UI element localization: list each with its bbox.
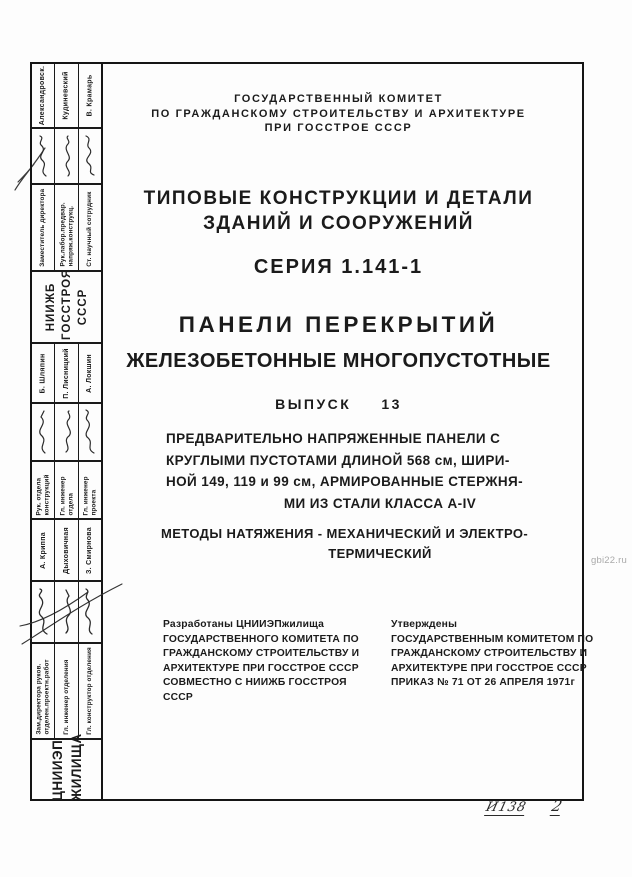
series-number: СЕРИЯ 1.141-1 xyxy=(253,256,424,278)
name-cell xyxy=(79,64,101,127)
main-content xyxy=(103,64,594,799)
approved-line: Утверждены xyxy=(391,619,458,630)
developed-line: Разработаны ЦНИИЭПжилища xyxy=(163,619,325,630)
description-line: КРУГЛЫМИ ПУСТОТАМИ ДЛИНОЙ 568 см, ШИРИ- xyxy=(166,452,510,468)
stamp-organization-niizb xyxy=(32,268,101,344)
header-line: ПРИ ГОССТРОЕ СССР xyxy=(264,122,413,134)
signature-cell xyxy=(79,129,101,183)
signer-name: Кудиневский xyxy=(62,71,70,120)
header-line: ПО ГРАЖДАНСКОМУ СТРОИТЕЛЬСТВУ И АРХИТЕКТУРЕ xyxy=(151,107,526,120)
signature-cell xyxy=(79,582,101,642)
approved-line: АРХИТЕКТУРЕ ПРИ ГОССТРОЕ СССР xyxy=(391,662,587,674)
job-title-cell xyxy=(79,462,101,518)
signature-cell xyxy=(79,404,101,460)
document-title-line-2: ЖЕЛЕЗОБЕТОННЫЕ МНОГОПУСТОТНЫЕ xyxy=(126,350,551,372)
signature-cell xyxy=(32,129,55,183)
name-cell xyxy=(55,64,78,127)
signature-cell xyxy=(55,582,78,642)
approved-line: ГРАЖДАНСКОМУ СТРОИТЕЛЬСТВУ И xyxy=(391,648,588,660)
job-title-cell xyxy=(32,462,55,518)
stamp-titles-row-3 xyxy=(32,644,101,740)
job-title: Гл. инженер отдела xyxy=(58,476,74,516)
description-paragraph-2 xyxy=(161,524,599,564)
organization-cell xyxy=(32,268,101,342)
header-line: ГОСУДАРСТВЕННЫЙ КОМИТЕТ xyxy=(234,93,443,105)
developed-line: АРХИТЕКТУРЕ ПРИ ГОССТРОЕ СССР xyxy=(163,662,359,674)
signature-scribble xyxy=(82,588,98,636)
job-title-cell xyxy=(55,644,78,738)
signature-scribble xyxy=(35,588,51,636)
job-title: Заместитель директора xyxy=(39,188,47,267)
job-title-cell xyxy=(32,644,55,738)
stamp-names-row-2 xyxy=(32,344,101,404)
organization-cell xyxy=(32,732,101,803)
signature-stamp-sidebar xyxy=(32,64,103,799)
job-title-cell xyxy=(79,644,101,738)
job-title: Гл. инженер отделения xyxy=(62,659,70,735)
signature-scribble xyxy=(60,134,74,178)
name-cell xyxy=(32,344,55,402)
description-line: МИ ИЗ СТАЛИ КЛАССА А-IV xyxy=(283,495,477,511)
signature-scribble xyxy=(59,588,75,636)
developed-line: ГОСУДАРСТВЕННОГО КОМИТЕТА ПО xyxy=(163,633,359,645)
issue-number: 13 xyxy=(381,396,402,412)
document-border-frame xyxy=(30,62,594,801)
description-line: ТЕРМИЧЕСКИЙ xyxy=(328,546,432,561)
name-cell xyxy=(55,520,78,580)
approved-by-block xyxy=(391,618,621,691)
description-paragraph-1 xyxy=(166,428,594,514)
name-cell xyxy=(55,344,78,402)
organization-name: ЦНИИЭП ЖИЛИЩА xyxy=(49,732,84,801)
developed-line: ГРАЖДАНСКОМУ СТРОИТЕЛЬСТВУ И xyxy=(163,648,360,660)
watermark: gbi22.ru xyxy=(591,555,627,566)
description-line: МЕТОДЫ НАТЯЖЕНИЯ - МЕХАНИЧЕСКИЙ И ЭЛЕКТРО- xyxy=(161,526,529,541)
job-title: Рук.лабор.предвар. напряж.конструкц. xyxy=(58,202,74,267)
signature-cell xyxy=(55,404,78,460)
signer-name: А. Локшин xyxy=(86,353,94,393)
name-cell xyxy=(32,64,55,127)
job-title-cell xyxy=(55,462,78,518)
stamp-signatures-row-3 xyxy=(32,582,101,644)
signer-name: А. Криппа xyxy=(39,531,47,569)
developed-line: СОВМЕСТНО С НИИЖБ ГОССТРОЯ xyxy=(163,677,347,689)
description-line: ПРЕДВАРИТЕЛЬНО НАПРЯЖЕННЫЕ ПАНЕЛИ С xyxy=(166,431,501,446)
signature-scribble xyxy=(83,134,97,178)
job-title-cell xyxy=(79,185,101,270)
approved-line: ГОСУДАРСТВЕННЫМ КОМИТЕТОМ ПО xyxy=(391,633,594,645)
stamp-names-row-3 xyxy=(32,520,101,582)
job-title-cell xyxy=(55,185,78,270)
job-title-cell xyxy=(32,185,55,270)
series-heading-line: ЗДАНИЙ И СООРУЖЕНИЙ xyxy=(203,213,474,234)
description-line: НОЙ 149, 119 и 99 см, АРМИРОВАННЫЕ СТЕРЖНЯ- xyxy=(166,474,524,489)
signer-name: В. Крамарь xyxy=(86,74,94,117)
developed-by-block xyxy=(163,618,401,706)
job-title: Ст. научный сотрудник xyxy=(86,191,94,267)
name-cell xyxy=(79,520,101,580)
series-heading-line: ТИПОВЫЕ КОНСТРУКЦИИ И ДЕТАЛИ xyxy=(143,188,534,209)
stamp-signatures-row-1 xyxy=(32,129,101,185)
signature-scribble xyxy=(60,409,74,455)
job-title: Гл. инженер проекта xyxy=(82,476,97,516)
signature-scribble xyxy=(36,409,50,455)
job-title: Зам.директора руков. отделен.проектн.работ xyxy=(35,659,51,735)
signature-cell xyxy=(32,404,55,460)
signature-cell xyxy=(32,582,55,642)
job-title: Гл. конструктор отделения xyxy=(86,647,94,735)
issue-line xyxy=(103,396,574,412)
organization-name: НИИЖБ ГОССТРОЯ СССР xyxy=(44,268,89,340)
job-title: Рук. отдела конструкций xyxy=(35,474,51,516)
signer-name: П. Лисницкий xyxy=(62,347,70,399)
name-cell xyxy=(32,520,55,580)
handwritten-code: И138 xyxy=(484,800,529,815)
handwritten-page-number: 2 xyxy=(549,797,564,815)
stamp-titles-row-1 xyxy=(32,185,101,272)
stamp-titles-row-2 xyxy=(32,462,101,520)
issue-label: ВЫПУСК xyxy=(275,396,352,412)
signer-name: Александровск. xyxy=(39,65,47,126)
approved-line: ПРИКАЗ № 71 ОТ 26 АПРЕЛЯ 1971г xyxy=(391,677,575,689)
signature-scribble xyxy=(36,134,50,178)
stamp-names-row-1 xyxy=(32,64,101,129)
developed-line: СССР xyxy=(163,691,193,703)
signature-cell xyxy=(55,129,78,183)
series-heading xyxy=(103,186,574,236)
signer-name: Б. Шляпин xyxy=(39,353,47,393)
name-cell xyxy=(79,344,101,402)
stamp-signatures-row-2 xyxy=(32,404,101,462)
stamp-organization-tsniiep xyxy=(32,732,101,803)
signer-name: З. Смирнова xyxy=(86,526,94,574)
signer-name: Дыховичная xyxy=(63,526,70,574)
government-committee-header xyxy=(103,92,574,136)
signature-scribble xyxy=(83,409,97,455)
document-title-line-1: ПАНЕЛИ ПЕРЕКРЫТИЙ xyxy=(178,312,499,337)
